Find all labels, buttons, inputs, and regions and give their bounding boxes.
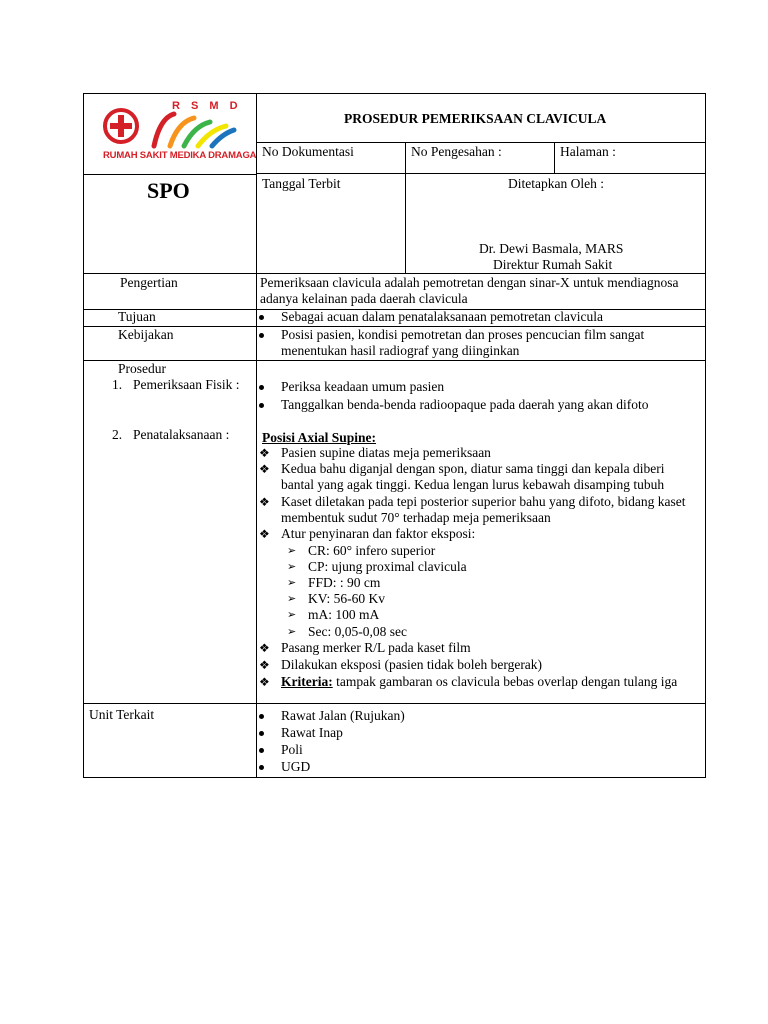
factor-item: mA: 100 mA bbox=[308, 607, 380, 622]
table-border bbox=[405, 142, 406, 274]
table-border bbox=[256, 93, 257, 778]
no-pengesahan-label: No Pengesahan : bbox=[411, 144, 502, 159]
document-title: PROSEDUR PEMERIKSAAN CLAVICULA bbox=[344, 111, 607, 126]
diamond-bullet-icon: ❖ bbox=[259, 527, 270, 541]
bullet-icon bbox=[259, 731, 264, 736]
step-text: Pasang merker R/L pada kaset film bbox=[281, 640, 471, 655]
logo-hospital-name: RUMAH SAKIT MEDIKA DRAMAGA bbox=[103, 150, 257, 161]
diamond-bullet-icon: ❖ bbox=[259, 446, 270, 460]
no-dokumentasi-label: No Dokumentasi bbox=[262, 144, 354, 159]
unit-item: Rawat Inap bbox=[281, 725, 343, 740]
fisik-item: Tanggalkan benda-benda radioopaque pada daerah yang akan difoto bbox=[281, 397, 649, 412]
pengertian-text-line1: Pemeriksaan clavicula adalah pemotretan dengan sinar-X untuk mendiagnosa bbox=[260, 275, 679, 290]
fisik-label: Pemeriksaan Fisik : bbox=[133, 377, 240, 392]
bullet-icon bbox=[259, 403, 264, 408]
diamond-bullet-icon: ❖ bbox=[259, 462, 270, 476]
arrow-bullet-icon: ➢ bbox=[287, 593, 297, 605]
table-border bbox=[83, 174, 256, 175]
logo-cross-icon bbox=[101, 106, 141, 146]
kebijakan-label: Kebijakan bbox=[118, 327, 174, 342]
bullet-icon bbox=[259, 333, 264, 338]
table-border bbox=[83, 93, 84, 778]
factor-item: Sec: 0,05-0,08 sec bbox=[308, 624, 407, 639]
penata-number: 2. bbox=[112, 427, 123, 442]
kriteria-text: tampak gambaran os clavicula bebas overlap dengan tulang iga bbox=[336, 674, 678, 689]
arrow-bullet-icon: ➢ bbox=[287, 545, 297, 557]
table-border bbox=[256, 142, 706, 143]
penata-label: Penatalaksanaan : bbox=[133, 427, 230, 442]
unit-item: Rawat Jalan (Rujukan) bbox=[281, 708, 405, 723]
table-border bbox=[705, 93, 706, 778]
kebijakan-text-line2: menentukan hasil radiograf yang diinginkan bbox=[281, 343, 520, 358]
unit-item: Poli bbox=[281, 742, 303, 757]
signer-name: Dr. Dewi Basmala, MARS bbox=[479, 241, 624, 256]
posisi-heading: Posisi Axial Supine: bbox=[262, 430, 377, 445]
step-text: Kedua bahu diganjal dengan spon, diatur sama tinggi dan kepala diberi bbox=[281, 461, 665, 476]
arrow-bullet-icon: ➢ bbox=[287, 609, 297, 621]
fisik-number: 1. bbox=[112, 377, 123, 392]
kriteria-label: Kriteria: bbox=[281, 674, 333, 689]
arrow-bullet-icon: ➢ bbox=[287, 626, 297, 638]
step-text: bantal yang agak tinggi. Kedua lengan lurus kebawah disamping tubuh bbox=[281, 477, 665, 492]
step-text: Kaset diletakan pada tepi posterior superior bahu yang difoto, bidang kaset bbox=[281, 494, 686, 509]
kebijakan-text-line1: Posisi pasien, kondisi pemotretan dan proses pencucian film sangat bbox=[281, 327, 645, 342]
bullet-icon bbox=[259, 765, 264, 770]
diamond-bullet-icon: ❖ bbox=[259, 641, 270, 655]
factor-item: CR: 60° infero superior bbox=[308, 543, 436, 558]
table-border bbox=[83, 273, 706, 274]
logo-letters: R S M D bbox=[172, 100, 242, 112]
arrow-bullet-icon: ➢ bbox=[287, 577, 297, 589]
factor-item: FFD: : 90 cm bbox=[308, 575, 381, 590]
table-border bbox=[83, 703, 706, 704]
bullet-icon bbox=[259, 714, 264, 719]
bullet-icon bbox=[259, 315, 264, 320]
unit-terkait-label: Unit Terkait bbox=[89, 707, 155, 722]
table-border bbox=[83, 360, 706, 361]
arrow-bullet-icon: ➢ bbox=[287, 561, 297, 573]
fisik-item: Periksa keadaan umum pasien bbox=[281, 379, 445, 394]
table-border bbox=[83, 93, 706, 94]
tujuan-item: Sebagai acuan dalam penatalaksanaan pemotretan clavicula bbox=[281, 309, 603, 324]
halaman-label: Halaman : bbox=[560, 144, 616, 159]
unit-item: UGD bbox=[281, 759, 311, 774]
tujuan-label: Tujuan bbox=[118, 309, 156, 324]
step-text: Pasien supine diatas meja pemeriksaan bbox=[281, 445, 491, 460]
kriteria-line bbox=[281, 674, 677, 690]
spo-title: SPO bbox=[147, 178, 190, 203]
bullet-icon bbox=[259, 748, 264, 753]
prosedur-label: Prosedur bbox=[118, 361, 166, 376]
diamond-bullet-icon: ❖ bbox=[259, 675, 270, 689]
step-text: membentuk sudut 70° terhadap meja pemeriksaan bbox=[281, 510, 551, 525]
table-border bbox=[256, 173, 706, 174]
step-text: Atur penyinaran dan faktor eksposi: bbox=[281, 526, 476, 541]
ditetapkan-oleh-label: Ditetapkan Oleh : bbox=[508, 176, 604, 191]
tanggal-terbit-label: Tanggal Terbit bbox=[262, 176, 341, 191]
factor-item: KV: 56-60 Kv bbox=[308, 591, 385, 606]
step-text: Dilakukan eksposi (pasien tidak boleh bergerak) bbox=[281, 657, 543, 672]
diamond-bullet-icon: ❖ bbox=[259, 658, 270, 672]
diamond-bullet-icon: ❖ bbox=[259, 495, 270, 509]
pengertian-label: Pengertian bbox=[120, 275, 178, 290]
table-border bbox=[554, 142, 555, 174]
table-border bbox=[83, 777, 706, 778]
signer-title: Direktur Rumah Sakit bbox=[493, 257, 613, 272]
bullet-icon bbox=[259, 385, 264, 390]
factor-item: CP: ujung proximal clavicula bbox=[308, 559, 467, 574]
pengertian-text-line2: adanya kelainan pada daerah clavicula bbox=[260, 291, 468, 306]
